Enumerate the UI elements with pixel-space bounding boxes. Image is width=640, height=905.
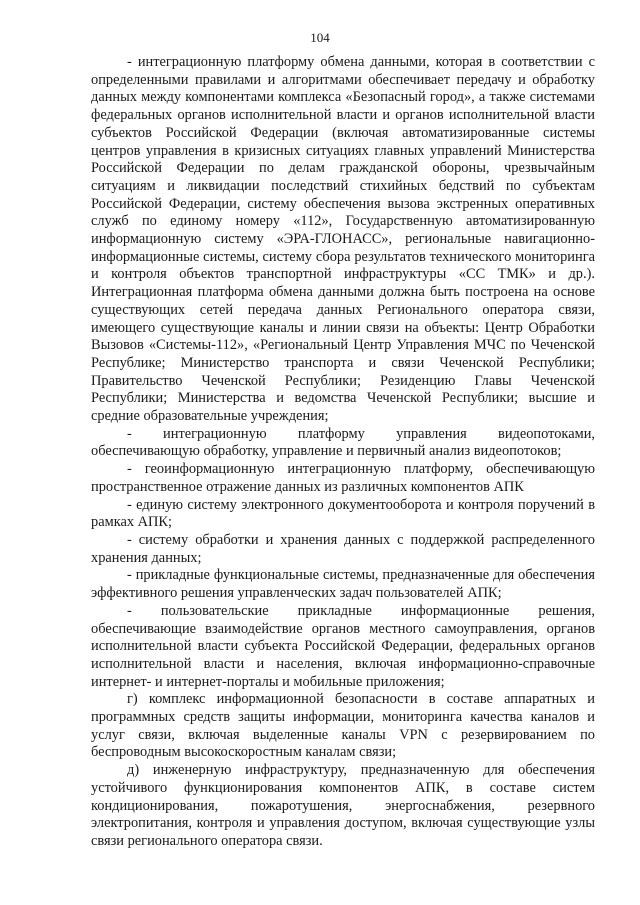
page-number: 104	[310, 30, 330, 45]
body-text	[91, 54, 595, 851]
paragraph-geo-platform: - геоинформационную интеграционную платформу, обеспечивающую пространственное отражение данных из различных компонентов АПК	[91, 461, 595, 495]
paragraph-video-platform: - интеграционную платформу управления видеопотоками, обеспечивающую обработку, управление и первичный анализ видеопотоков;	[91, 425, 595, 460]
paragraph-security-complex: г) комплекс информационной безопасности в составе аппаратных и программных средств защиты информации, мониторинга качества каналов и услуг связи, включая выделенные каналы VPN с резервированием по беспроводным высокоскоростным каналам связи;	[91, 691, 595, 761]
paragraph-applied-systems: - прикладные функциональные системы, предназначенные для обеспечения эффективного решения управленческих задач пользователей АПК;	[91, 567, 595, 602]
paragraph-user-solutions: - пользовательские прикладные информационные решения, обеспечивающие взаимодействие органов местного самоуправления, органов исполнительной власти субъекта Российской Федерации, федеральных органов исполнительной власти и населения, включая информационно-справочные интернет- и интернет-порталы и мобильные приложения;	[91, 602, 595, 690]
paragraph-integration-platform: - интеграционную платформу обмена данными, которая в соответствии с определенными правилами и алгоритмами обеспечивает передачу и обработку данных между компонентами комплекса «Безопасный город», а также системами федеральных органов исполнительной власти и органов исполнительной власти субъектов Российской Федерации (включая автоматизированные системы центров управления в кризисных ситуациях главных управлений Министерства Российской Федерации по делам гражданской обороны, чрезвычайным ситуациям и ликвидации последствий стихийных бедствий по субъектам Российской Федерации, систему обеспечения вызова экстренных оперативных служб по единому номеру «112», Государственную автоматизированную информационную систему «ЭРА-ГЛОНАСС», региональные навигационно-информационные системы, систему сбора результатов технического мониторинга и контроля объектов транспортной инфраструктуры «СС ТМК» и др.). Интеграционная платформа обмена данными должна быть построена на основе существующих сетей передача данных Регионального оператора связи, имеющего существующие каналы и линии связи на объекты: Центр Обработки Вызовов «Системы-112», «Региональный Центр Управления МЧС по Чеченской Республике; Министерство транспорта и связи Чеченской Республики; Правительство Чеченской Республики; Резиденцию Главы Чеченской Республики; Министерства и ведомства Чеченской Республики; высшие и средние образовательные учреждения;	[91, 54, 595, 425]
paragraph-data-storage: - систему обработки и хранения данных с поддержкой распределенного хранения данных;	[91, 531, 595, 566]
paragraph-engineering-infrastructure: д) инженерную инфраструктуру, предназначенную для обеспечения устойчивого функционирования компонентов АПК, в составе систем кондиционирования, пожаротушения, энергоснабжения, резервного электропитания, контроля и управления доступом, включая существующие узлы связи регионального оператора связи.	[91, 762, 595, 849]
paragraph-document-flow: - единую систему электронного документооборота и контроля поручений в рамках АПК;	[91, 496, 595, 531]
